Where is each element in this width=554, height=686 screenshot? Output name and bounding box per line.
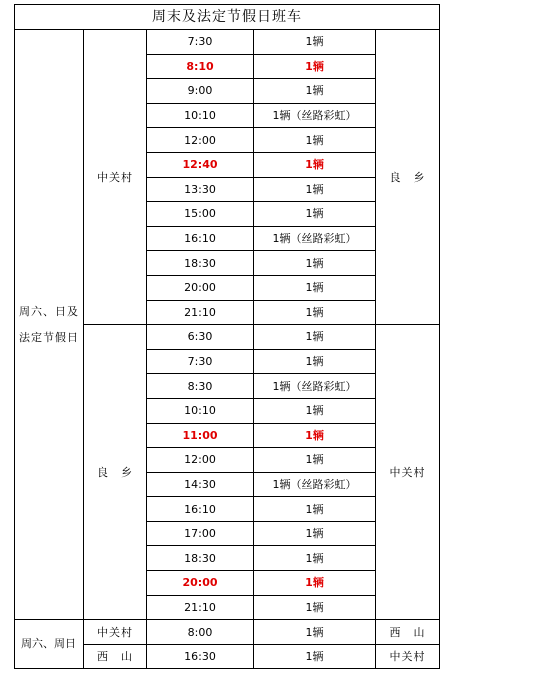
departure-time: 8:00	[147, 620, 254, 645]
departure-time: 16:10	[147, 497, 254, 522]
origin-label: 中关村	[84, 30, 147, 325]
bus-quantity: 1辆	[254, 546, 376, 571]
destination-label: 西 山	[376, 620, 440, 645]
departure-time: 10:10	[147, 398, 254, 423]
bus-quantity: 1辆	[254, 300, 376, 325]
destination-label: 中关村	[376, 644, 440, 669]
departure-time: 11:00	[147, 423, 254, 448]
departure-time: 16:10	[147, 226, 254, 251]
departure-time: 15:00	[147, 202, 254, 227]
shuttle-schedule-table	[14, 4, 440, 669]
departure-time: 7:30	[147, 30, 254, 55]
day-group-label: 周六、周日	[15, 620, 84, 669]
departure-time: 20:00	[147, 571, 254, 596]
bus-quantity: 1辆	[254, 79, 376, 104]
bus-quantity: 1辆	[254, 644, 376, 669]
departure-time: 16:30	[147, 644, 254, 669]
bus-quantity: 1辆	[254, 152, 376, 177]
schedule-row	[15, 30, 440, 55]
schedule-row	[15, 620, 440, 645]
bus-quantity: 1辆	[254, 275, 376, 300]
bus-quantity: 1辆	[254, 30, 376, 55]
departure-time: 12:40	[147, 152, 254, 177]
destination-label: 良 乡	[376, 30, 440, 325]
departure-time: 14:30	[147, 472, 254, 497]
title-row	[15, 5, 440, 30]
destination-label: 中关村	[376, 325, 440, 620]
origin-label: 中关村	[84, 620, 147, 645]
bus-quantity: 1辆	[254, 325, 376, 350]
bus-quantity: 1辆	[254, 571, 376, 596]
bus-quantity: 1辆（丝路彩虹）	[254, 103, 376, 128]
departure-time: 8:30	[147, 374, 254, 399]
bus-quantity: 1辆	[254, 423, 376, 448]
bus-quantity: 1辆	[254, 448, 376, 473]
departure-time: 8:10	[147, 54, 254, 79]
departure-time: 13:30	[147, 177, 254, 202]
departure-time: 18:30	[147, 546, 254, 571]
bus-quantity: 1辆（丝路彩虹）	[254, 374, 376, 399]
bus-quantity: 1辆	[254, 177, 376, 202]
departure-time: 21:10	[147, 595, 254, 620]
departure-time: 20:00	[147, 275, 254, 300]
departure-time: 12:00	[147, 448, 254, 473]
departure-time: 18:30	[147, 251, 254, 276]
bus-quantity: 1辆	[254, 620, 376, 645]
bus-quantity: 1辆（丝路彩虹）	[254, 472, 376, 497]
table-title: 周末及法定节假日班车	[15, 5, 440, 30]
departure-time: 9:00	[147, 79, 254, 104]
origin-label: 良 乡	[84, 325, 147, 620]
bus-quantity: 1辆（丝路彩虹）	[254, 226, 376, 251]
bus-quantity: 1辆	[254, 349, 376, 374]
bus-quantity: 1辆	[254, 54, 376, 79]
bus-quantity: 1辆	[254, 251, 376, 276]
bus-quantity: 1辆	[254, 202, 376, 227]
departure-time: 6:30	[147, 325, 254, 350]
departure-time: 12:00	[147, 128, 254, 153]
bus-quantity: 1辆	[254, 497, 376, 522]
bus-quantity: 1辆	[254, 398, 376, 423]
departure-time: 17:00	[147, 521, 254, 546]
departure-time: 21:10	[147, 300, 254, 325]
bus-quantity: 1辆	[254, 128, 376, 153]
departure-time: 7:30	[147, 349, 254, 374]
departure-time: 10:10	[147, 103, 254, 128]
bus-quantity: 1辆	[254, 521, 376, 546]
day-group-label: 周六、日及法定节假日	[15, 30, 84, 620]
origin-label: 西 山	[84, 644, 147, 669]
bus-quantity: 1辆	[254, 595, 376, 620]
